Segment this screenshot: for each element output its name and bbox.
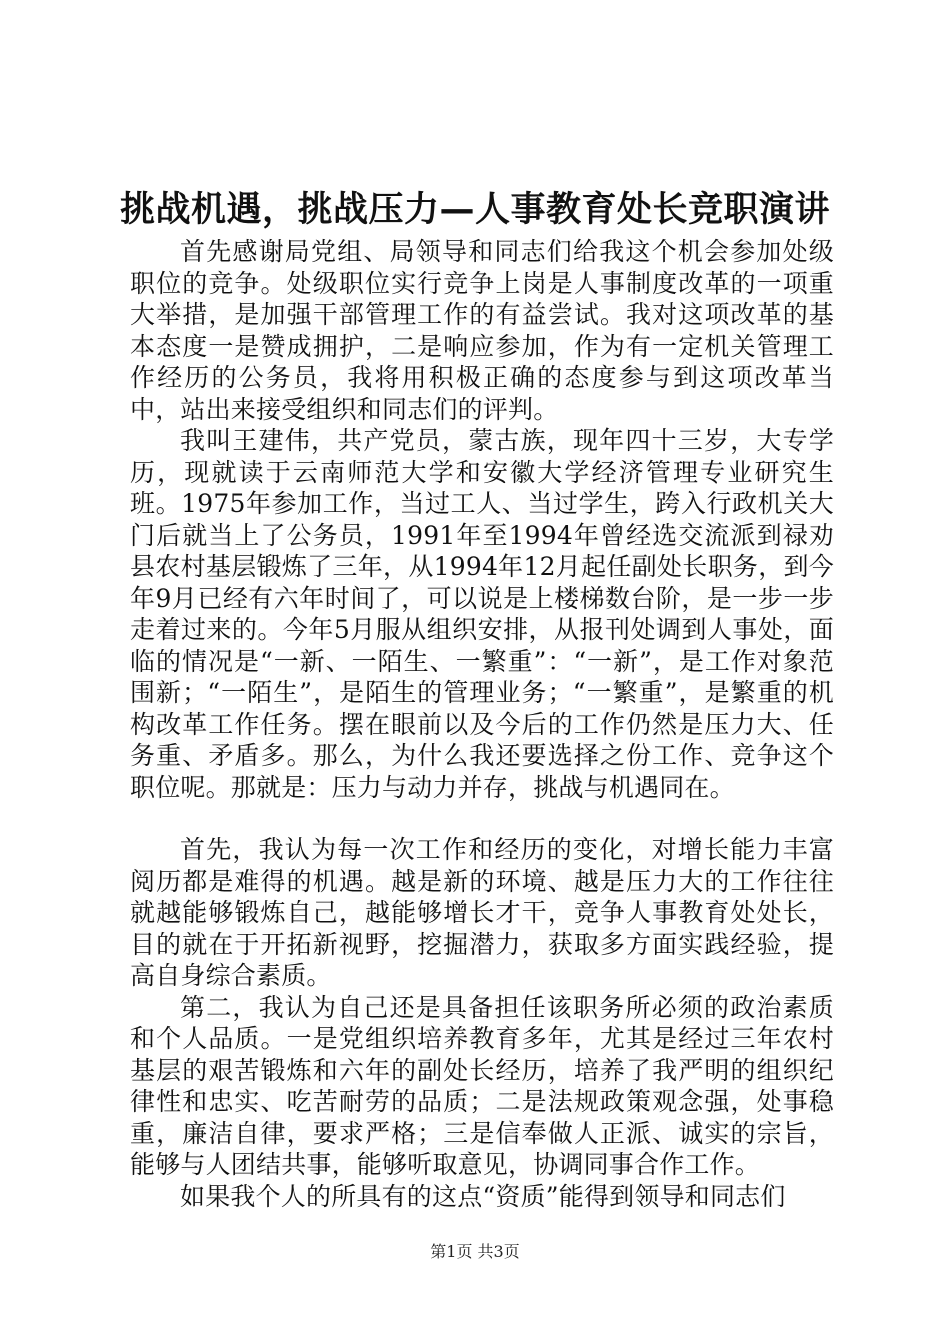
document-body bbox=[130, 236, 834, 1212]
paragraph-first-reason: 首先，我认为每一次工作和经历的变化，对增长能力丰富阅历都是难得的机遇。越是新的环境、越是压力大的工作往往就越能够锻炼自己，越能够增长才干，竞争人事教育处处长，目的就在于开拓新视野，挖掘潜力，获取多方面实践经验，提高自身综合素质。 bbox=[130, 835, 834, 990]
paragraph-closing: 如果我个人的所具有的这点“资质”能得到领导和同志们 bbox=[180, 1181, 786, 1211]
paragraph-intro: 首先感谢局党组、局领导和同志们给我这个机会参加处级职位的竞争。处级职位实行竞争上岗是人事制度改革的一项重大举措，是加强干部管理工作的有益尝试。我对这项改革的基本态度一是赞成拥护，二是响应参加，作为有一定机关管理工作经历的公务员，我将用积极正确的态度参与到这项改革当中，站出来接受组织和同志们的评判。 bbox=[130, 237, 834, 424]
page-number-footer: 第1页 共3页 bbox=[430, 1242, 520, 1261]
paragraph-background: 我叫王建伟，共产党员，蒙古族，现年四十三岁，大专学历，现就读于云南师范大学和安徽大学经济管理专业研究生班。1975年参加工作，当过工人、当过学生，跨入行政机关大门后就当上了公务员，1991年至1994年曾经选交流派到禄劝县农村基层锻炼了三年，从1994年12月起任副处长职务，到今年9月已经有六年时间了，可以说是上楼梯数台阶，是一步一步走着过来的。今年5月服从组织安排，从报刊处调到人事处，面临的情况是“一新、一陌生、一繁重”：“一新”，是工作对象范围新；“一陌生”，是陌生的管理业务；“一繁重”，是繁重的机构改革工作任务。摆在眼前以及今后的工作仍然是压力大、任务重、矛盾多。那么，为什么我还要选择之份工作、竞争这个职位呢。那就是：压力与动力并存，挑战与机遇同在。 bbox=[130, 426, 834, 802]
document-title: 挑战机遇，挑战压力—人事教育处长竞职演讲 bbox=[120, 190, 831, 230]
paragraph-gap bbox=[130, 803, 834, 834]
paragraph-second-reason: 第二，我认为自己还是具备担任该职务所必须的政治素质和个人品质。一是党组织培养教育多年，尤其是经过三年农村基层的艰苦锻炼和六年的副处长经历，培养了我严明的组织纪律性和忠实、吃苦耐劳的品质；二是法规政策观念强，处事稳重，廉洁自律，要求严格；三是信奉做人正派、诚实的宗旨，能够与人团结共事，能够听取意见，协调同事合作工作。 bbox=[130, 992, 834, 1179]
